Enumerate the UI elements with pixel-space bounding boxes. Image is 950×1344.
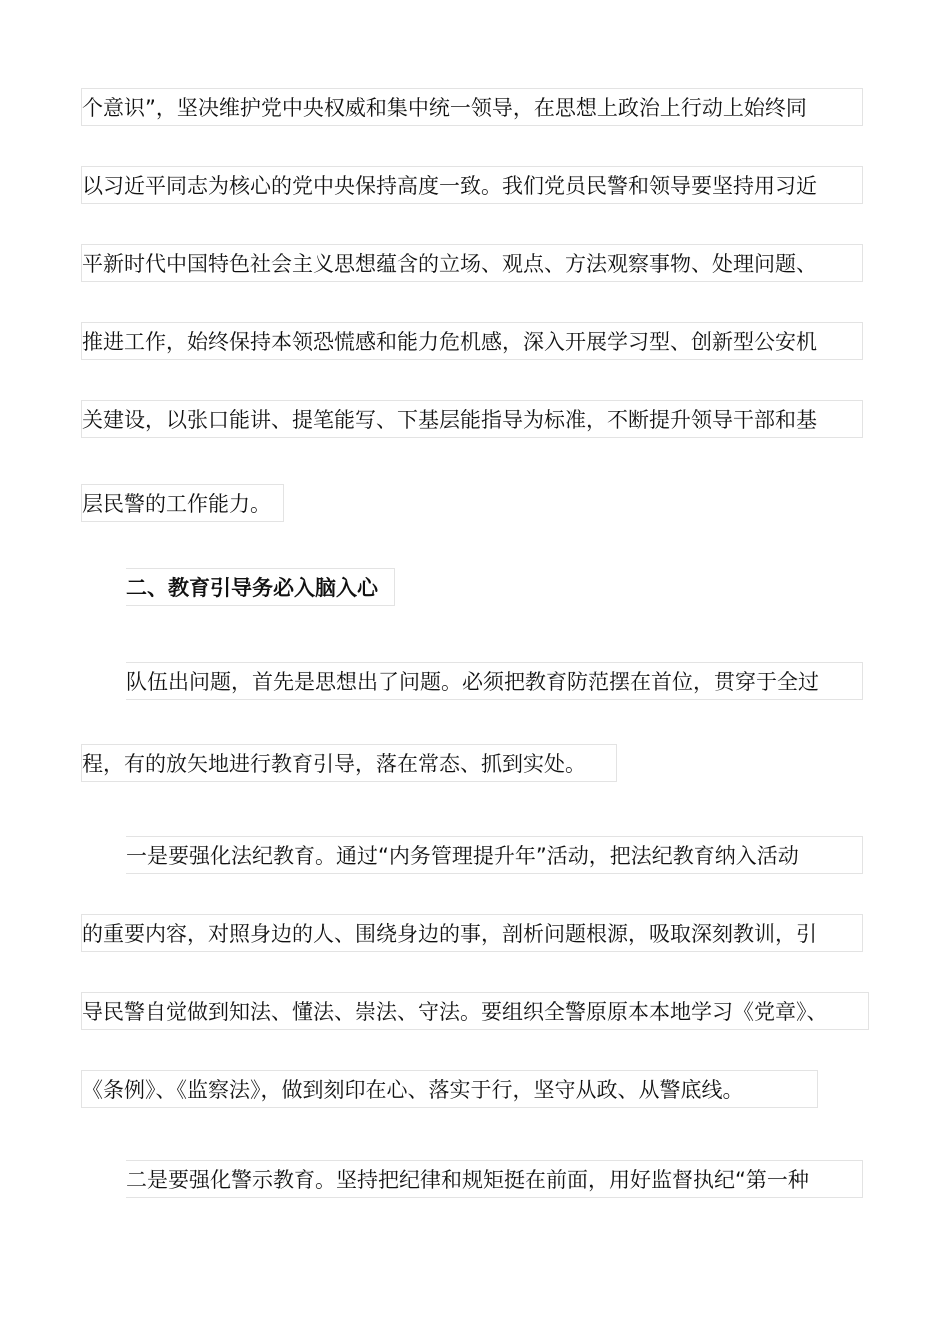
text-line: 推进工作，始终保持本领恐慌感和能力危机感，深入开展学习型、创新型公安机 xyxy=(81,322,863,360)
section-heading: 二、教育引导务必入脑入心 xyxy=(126,568,395,606)
text-line: 平新时代中国特色社会主义思想蕴含的立场、观点、方法观察事物、处理问题、 xyxy=(81,244,863,282)
text-line: 关建设，以张口能讲、提笔能写、下基层能指导为标准，不断提升领导干部和基 xyxy=(81,400,863,438)
paragraph-first-line: 队伍出问题，首先是思想出了问题。必须把教育防范摆在首位，贯穿于全过 xyxy=(126,662,863,700)
text-line: 程，有的放矢地进行教育引导，落在常态、抓到实处。 xyxy=(81,744,617,782)
paragraph-first-line: 二是要强化警示教育。坚持把纪律和规矩挺在前面，用好监督执纪“第一种 xyxy=(126,1160,863,1198)
paragraph-first-line: 一是要强化法纪教育。通过“内务管理提升年”活动，把法纪教育纳入活动 xyxy=(126,836,863,874)
text-line: 个意识”，坚决维护党中央权威和集中统一领导，在思想上政治上行动上始终同 xyxy=(81,88,863,126)
text-line: 的重要内容，对照身边的人、围绕身边的事，剖析问题根源，吸取深刻教训，引 xyxy=(81,914,863,952)
text-line: 以习近平同志为核心的党中央保持高度一致。我们党员民警和领导要坚持用习近 xyxy=(81,166,863,204)
text-line: 层民警的工作能力。 xyxy=(81,484,284,522)
text-line: 导民警自觉做到知法、懂法、崇法、守法。要组织全警原原本本地学习《党章》、 xyxy=(81,992,869,1030)
text-line: 《条例》、《监察法》，做到刻印在心、落实于行，坚守从政、从警底线。 xyxy=(81,1070,818,1108)
